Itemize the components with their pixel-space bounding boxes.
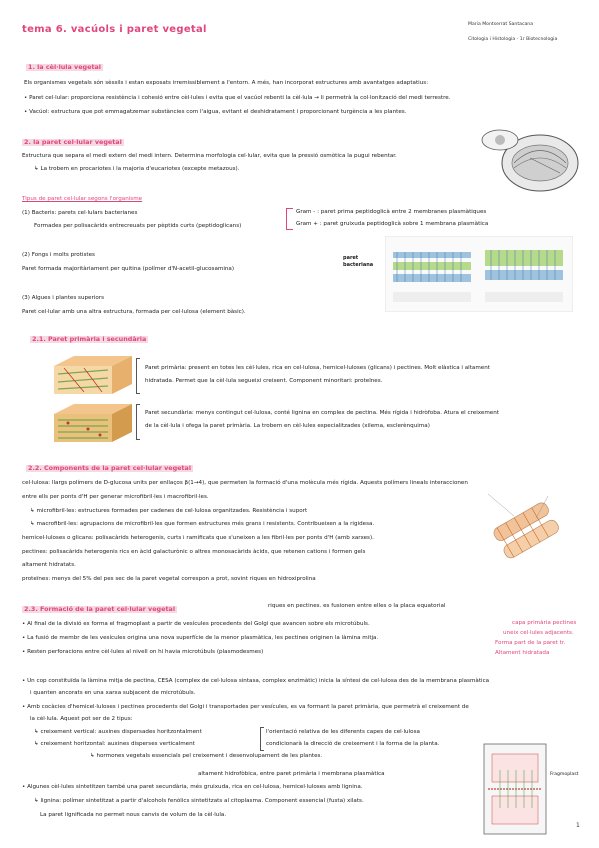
primary-line2: hidratada. Permet que la cèl·lula segueixi creixent. Component minoritari: proteïnes. [145, 378, 383, 384]
fungi-line2: Paret formada majoritàriament per quitina (polímer d'N-acetil-glucosamina) [22, 266, 235, 272]
section-heading-2-3: 2.3. Formació de la paret cel·lular vegetal [24, 605, 176, 613]
section-heading-2-2: 2.2. Components de la paret cel·lular vegetal [28, 464, 192, 472]
secondary-line2: de la cèl·lula i ofega la paret primària. La trobem en cèl·lules especialitzades (xilema, esclerènquima) [145, 423, 430, 429]
side-note-1: capa primària pectines [512, 620, 577, 626]
s23-line6: • Amb cocàcies d'hemicel·luloses i pectines procedents del Golgi i transportades per vesícules, es va formant la paret primària, que permetrà el creixement de [22, 704, 469, 710]
s22-line6: pectines: polisacàrids heterogenis rics en àcid galacturònic o altres monosacàrids àcids, que retenen cations i formen gels [22, 549, 366, 555]
s22-line8: proteïnes: menys del 5% del pes sec de la paret vegetal correspon a prot, sovint riques en hidroxiprolina [22, 576, 316, 582]
cellulose-fibril-figure [478, 484, 574, 584]
types-heading: Tipus de paret cel·lular segons l'organisme [22, 196, 143, 202]
gram-brace [286, 208, 293, 230]
s23-line3: • Resten perforacions entre cèl·lules al nivell on hi havia microtúbuls (plasmodesmes) [22, 649, 264, 655]
section-heading-1: 1. la cèl·lula vegetal [28, 63, 102, 71]
s23-line11: • Algunes cèl·lules sintetitzen també una paret secundària, més gruixuda, rica en cel·lulosa, hemicel·luloses amb lignina. [22, 784, 363, 790]
orientation-line2: condicionarà la direcció de creixement i la forma de la planta. [266, 741, 440, 747]
s23-line13: La paret lignificada no permet nous canvis de volum de la cèl·lula. [40, 812, 227, 818]
phragmoplast-figure [480, 740, 550, 838]
s1-line2: • Paret cel·lular: proporciona resistència i cohesió entre cèl·lules i evita que el vacúol rebenti la cèl·lula → li permetrà la col·lonització del medi terrestre. [24, 95, 451, 101]
s23-line9: ↳ creixement horitzontal: auxines disperses verticalment [34, 741, 195, 747]
s22-line3: ↳ microfibril·les: estructures formades per cadenes de cel·lulosa organitzades. Resistència i suport [30, 508, 308, 514]
bacteria-line2: Formades per polisacàrids entrecreuats per pèptids curts (peptidoglicans) [34, 223, 242, 229]
s23-line4: • Un cop constituïda la làmina mitja de pectina, CESA (complex de cel·lulosa sintasa, complex enzimàtic) inicia la síntesi de cel·lulosa des de la membrana plasmàtica [22, 678, 490, 684]
secondary-brace [136, 404, 140, 440]
section-heading-2-1: 2.1. Paret primària i secundària [32, 335, 147, 343]
s23-line12: ↳ lignina: polímer sintetitzat a partir d'alcohols fenòlics sintetitzats al citoplasma. Component essencial (fusta) xilats. [34, 798, 364, 804]
side-note-4: Altament hidratada [495, 650, 550, 656]
plant-cell-figure [470, 118, 580, 200]
s23-line10: ↳ hormones vegetals essencials pel creixement i desenvolupament de les plantes. [90, 753, 323, 759]
note-hydrophobic: altament hidrofòbica, entre paret primària i membrana plasmàtica [198, 771, 385, 777]
s23-line2: • La fusió de membr de les vesícules origina una nova superfície de la menor plasmàtica, les pectines originen la làmina mitja. [22, 635, 379, 641]
gram-negative: Gram - : paret prima peptidoglicà entre 2 membranes plasmàtiques [296, 209, 487, 215]
primary-brace [136, 358, 140, 394]
author: Maria Montserrat Santacana [468, 22, 534, 27]
fungi-line: (2) Fongs i molts protistes [22, 252, 95, 258]
plants-line2: Paret cel·lular amb una altra estructura, formada per cel·lulosa (element bàsic). [22, 309, 246, 315]
s22-line4: ↳ macrofibril·les: agrupacions de microfibril·les que formen estructures més grans i resistents. Contribueixen a la rigidesa. [30, 521, 375, 527]
bacterial-wall-label: paret bacteriana [343, 255, 374, 268]
s22-line2: entre ells per ponts d'H per generar microfibril·les i macrofibril·les. [22, 494, 209, 500]
primary-line1: Paret primària: present en totes les cèl·lules, rica en cel·lulosa, hemicel·luloses (glicans) i pectines. Molt elàstica i altament [145, 365, 490, 371]
page-title: tema 6. vacúols i paret vegetal [22, 24, 207, 35]
note-pectines: riques en pectines. es fusionen entre elles o la placa equatorial [268, 603, 446, 609]
plants-line: (3) Algues i plantes superiors [22, 295, 104, 301]
s2-line2: ↳ La trobem en procariotes i la majoria d'eucariotes (excepte metazous). [34, 166, 240, 172]
secondary-wall-figure [54, 404, 132, 444]
s1-line1: Els organismes vegetals són sèssils i estan exposats irremissiblement a l'entorn. A més, han incorporat estructures amb avantatges adaptatius: [24, 80, 429, 86]
s22-line5: hemicel·luloses o glicans: polisacàrids heterogenis, curts i ramificats que s'uneixen a les fibril·les per ponts d'H (amb xarxes). [22, 535, 374, 541]
orientation-line1: l'orientació relativa de les diferents capes de cel·lulosa [266, 729, 420, 735]
s22-line1: cel·lulosa: llargs polímers de D-glucosa units per enllaços β(1→4), que permeten la formació d'una molècula més rígida. Aquests polímers lineals interaccionen [22, 480, 468, 486]
s22-line7: altament hidratats. [22, 562, 76, 568]
section-heading-2: 2. la paret cel·lular vegetal [24, 138, 122, 146]
course: Citologia i Histologia - 1r Biotecnologia [468, 37, 558, 42]
s23-line1: • Al final de la divisió es forma el fragmoplast a partir de vesícules procedents del Golgi que avancen sobre els microtúbuls. [22, 621, 370, 627]
growth-brace [260, 727, 264, 751]
s2-line1: Estructura que separa el medi extern del medi intern. Determina morfologia cel·lular, evita que la pressió osmòtica la pugui rebentar. [22, 153, 397, 159]
phragmoplast-label: Fragmoplast [550, 772, 579, 777]
bacteria-line: (1) Bacteris: parets cel·lulars bacterianes [22, 210, 138, 216]
s23-line7: la cèl·lula. Aquest pot ser de 2 tipus: [30, 716, 133, 722]
page-number: 1 [576, 822, 580, 829]
primary-wall-figure [54, 356, 132, 396]
side-note-3: Forma part de la paret tr. [495, 640, 566, 646]
bacterial-wall-figure [385, 236, 573, 312]
s1-line3: • Vacúol: estructura que pot emmagatzemar substàncies com l'aigua, evitant el deshidratament i proporcionant turgència a les plantes. [24, 109, 407, 115]
s23-line5: i quanten ancorats en una xarxa subjacent de microtúbuls. [30, 690, 196, 696]
s23-line8: ↳ creixement vertical: auxines dispersades horitzontalment [34, 729, 202, 735]
gram-positive: Gram + : paret gruixuda peptidoglicà sobre 1 membrana plasmàtica [296, 221, 489, 227]
side-note-2: uneix cel·lules adjacents. [503, 630, 574, 636]
secondary-line1: Paret secundària: menys contingut cel·lulosa, conté lignina en complex de pectina. Més rígida i hidròfoba. Atura el creixement [145, 410, 499, 416]
